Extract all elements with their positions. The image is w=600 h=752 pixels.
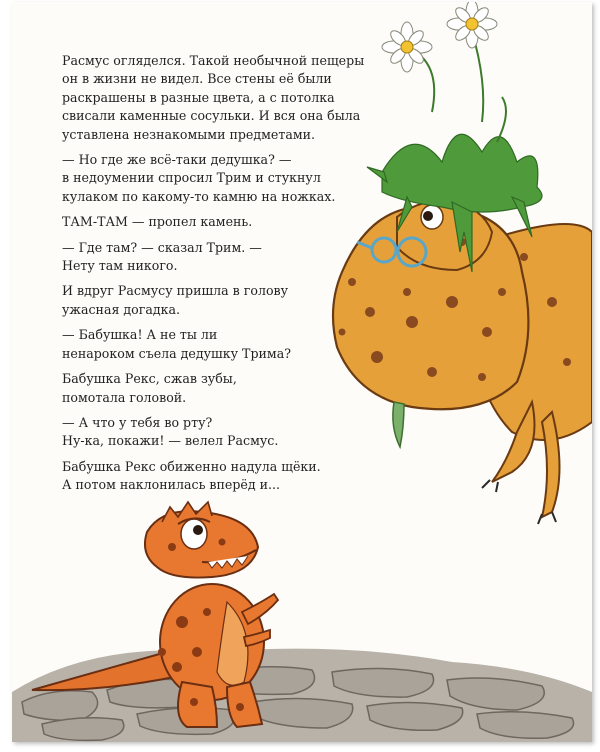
text-line: ненароком съела дедушку Трима? bbox=[62, 345, 291, 361]
text-line: Расмус огляделся. Такой необычной пещеры bbox=[62, 53, 365, 68]
text-line: — А что у тебя во рту? bbox=[62, 414, 213, 430]
text-line: кулаком по какому-то камню на ножках. bbox=[62, 188, 336, 204]
text-line: уставлена незнакомыми предметами. bbox=[62, 126, 316, 142]
text-line: — Но где же всё-таки дедушка? — bbox=[62, 152, 292, 168]
stone-floor bbox=[12, 649, 592, 742]
text-line: А потом наклонилась вперёд и... bbox=[62, 477, 281, 493]
text-line: — Где там? — сказал Трим. — bbox=[62, 239, 262, 255]
text-line: свисали каменные сосульки. И вся она была bbox=[62, 108, 361, 124]
text-line: И вдруг Расмусу пришла в голову bbox=[62, 283, 289, 299]
text-line: Бабушка Рекс обиженно надула щёки. bbox=[62, 458, 321, 474]
paragraph-3 bbox=[62, 213, 372, 231]
text-line: Нету там никого. bbox=[62, 258, 178, 274]
paragraph-5 bbox=[62, 282, 372, 319]
text-line: — Бабушка! А не ты ли bbox=[62, 327, 218, 343]
text-line: ТАМ-ТАМ — пропел камень. bbox=[62, 214, 253, 230]
text-line: ужасная догадка. bbox=[62, 301, 180, 317]
paragraph-4 bbox=[62, 239, 372, 276]
book-page bbox=[12, 2, 592, 742]
paragraph-7 bbox=[62, 370, 372, 407]
text-line: в недоумении спросил Трим и стукнул bbox=[62, 170, 321, 186]
text-line: помотала головой. bbox=[62, 389, 187, 405]
paragraph-1 bbox=[62, 52, 372, 144]
text-line: он в жизни не видел. Все стены её были bbox=[62, 71, 332, 87]
text-line: Ну-ка, покажи! — велел Расмус. bbox=[62, 433, 279, 449]
story-text bbox=[62, 52, 372, 502]
paragraph-9 bbox=[62, 458, 372, 495]
text-line: раскрашены в разные цвета, а с потолка bbox=[62, 89, 335, 105]
paragraph-8 bbox=[62, 414, 372, 451]
paragraph-6 bbox=[62, 326, 372, 363]
daisy-flowers bbox=[382, 2, 506, 142]
text-line: Бабушка Рекс, сжав зубы, bbox=[62, 371, 237, 387]
paragraph-2 bbox=[62, 151, 372, 206]
